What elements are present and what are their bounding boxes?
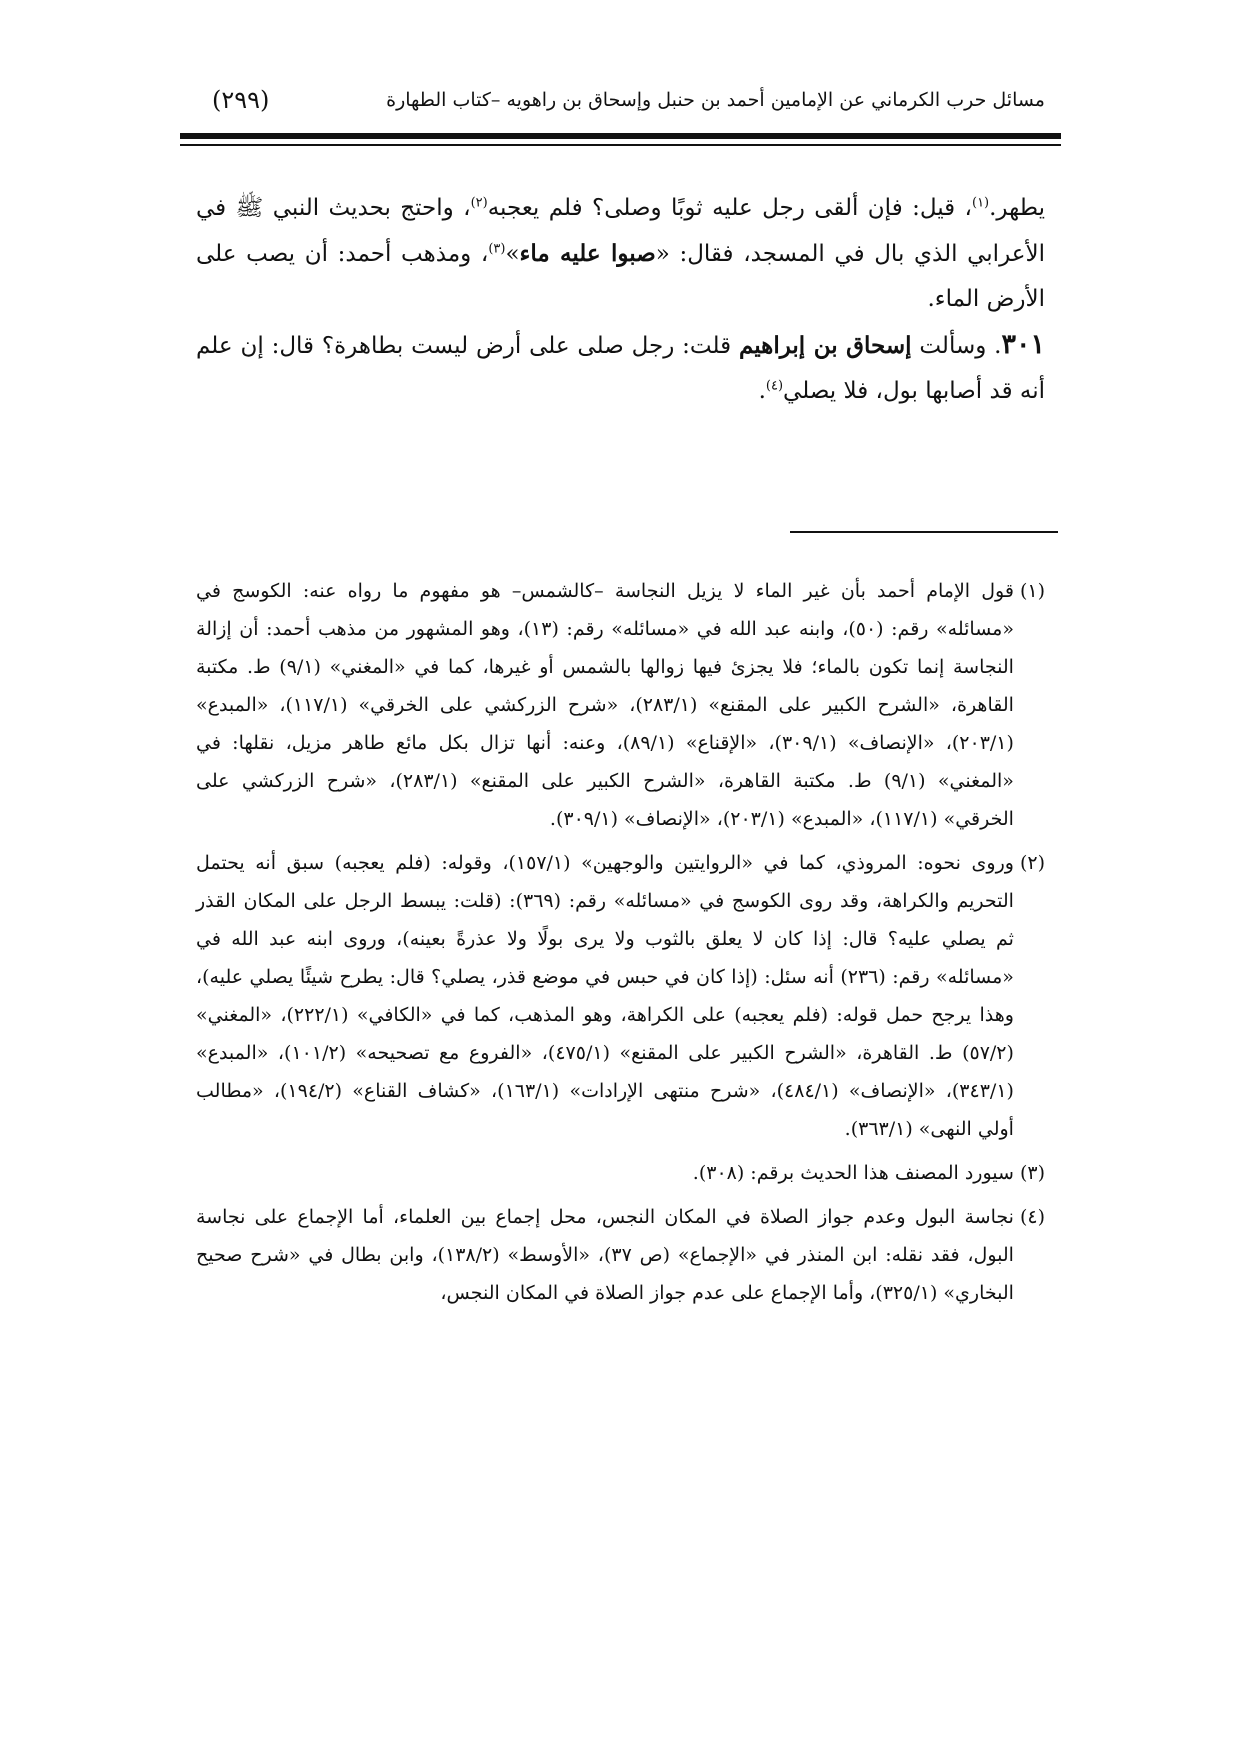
text-span: قلت: رجل صلى على أرض ليست بطاهرة؟ قال: إن علم أنه قد أصابها بول، فلا يصلي [196, 333, 1045, 404]
text-span: . وسألت [911, 333, 1002, 359]
header-rule-thick [180, 133, 1061, 139]
footnote-text: سيورد المصنف هذا الحديث برقم: (٣٠٨). [692, 1162, 1014, 1184]
issue-number: ٣٠١ [1001, 329, 1045, 360]
footnote-2 [196, 844, 1045, 1148]
footnote-ref-4[interactable]: (٤) [765, 378, 784, 394]
footnotes-section [196, 572, 1045, 1318]
footnote-ref-1[interactable]: (١) [971, 195, 990, 211]
paragraph-1 [196, 186, 1045, 322]
footnote-ref-3[interactable]: (٣) [488, 241, 506, 257]
footnote-text: نجاسة البول وعدم جواز الصلاة في المكان النجس، محل إجماع بين العلماء، أما الإجماع على نجاسة البول، فقد نقله: ابن المنذر في «الإجماع» (ص ٣٧)، «الأوسط» (١٣٨/٢)، وابن بطال في «شرح صحيح البخاري» (٣٢٥/١)، وأما الإجماع على عدم جواز الصلاة في المكان النجس، [196, 1206, 1014, 1304]
text-span: » [505, 241, 520, 267]
footnote-separator [790, 531, 1058, 533]
header-rule-thin [180, 144, 1061, 146]
narrator-name: إسحاق بن إبراهيم [738, 332, 912, 359]
page-number: (٢٩٩) [212, 86, 270, 114]
footnote-number: (٢) [1019, 852, 1045, 874]
footnote-text: وروى نحوه: المروذي، كما في «الروايتين والوجهين» (١٥٧/١)، وقوله: (فلم يعجبه) سبق أنه يحتمل التحريم والكراهة، وقد روى الكوسج في «مسائله» رقم: (٣٦٩): (قلت: يبسط الرجل على المكان القذر ثم يصلي عليه؟ قال: إذا كان لا يعلق بالثوب ولا يرى بولًا ولا عذرةً بعينه)، وروى ابنه عبد الله في «مسائله» رقم: (٢٣٦) أنه سئل: (إذا كان في حبس في موضع قذر، يصلي؟ قال: يطرح شيئًا يصلي عليه)، وهذا يرجح حمل قوله: (فلم يعجبه) على الكراهة، وهو المذهب، كما في «الكافي» (٢٢٢/١)، «المغني» (٥٧/٢) ط. القاهرة، «الشرح الكبير على المقنع» (٤٧٥/١)، «الفروع مع تصحيحه» (١٠١/٢)، «المبدع» (٣٤٣/١)، «الإنصاف» (٤٨٤/١)، «شرح منتهى الإرادات» (١٦٣/١)، «كشاف القناع» (١٩٤/٢)، «مطالب أولي النهى» (٣٦٣/١). [196, 852, 1014, 1140]
running-header [212, 80, 1045, 120]
footnote-ref-2[interactable]: (٢) [470, 195, 488, 211]
hadith-quote: صبوا عليه ماء [519, 240, 656, 267]
text-span: يطهر. [989, 195, 1045, 221]
footnote-1 [196, 572, 1045, 838]
header-title: مسائل حرب الكرماني عن الإمامين أحمد بن حنبل وإسحاق بن راهويه –كتاب الطهارة [386, 89, 1045, 111]
paragraph-2 [196, 322, 1045, 414]
footnote-number: (٤) [1019, 1206, 1045, 1228]
footnote-number: (٣) [1019, 1162, 1045, 1184]
footnote-3 [196, 1154, 1045, 1192]
footnote-text: قول الإمام أحمد بأن غير الماء لا يزيل النجاسة –كالشمس– هو مفهوم ما رواه عنه: الكوسج في «مسائله» رقم: (٥٠)، وابنه عبد الله في «مسائله» رقم: (١٣)، وهو المشهور من مذهب أحمد: أن إزالة النجاسة إنما تكون بالماء؛ فلا يجزئ فيها زوالها بالشمس أو غيرها، كما في «المغني» (٩/١) ط. مكتبة القاهرة، «الشرح الكبير على المقنع» (٢٨٣/١)، «شرح الزركشي على الخرقي» (١١٧/١)، «المبدع» (٢٠٣/١)، «الإنصاف» (٣٠٩/١)، «الإقناع» (٨٩/١)، وعنه: أنها تزال بكل مائع طاهر مزيل، نقلها: في «المغني» (٩/١) ط. مكتبة القاهرة، «الشرح الكبير على المقنع» (٢٨٣/١)، «شرح الزركشي على الخرقي» (١١٧/١)، «المبدع» (٢٠٣/١)، «الإنصاف» (٣٠٩/١). [196, 580, 1014, 830]
text-span: . [758, 378, 766, 404]
main-text [196, 186, 1045, 414]
footnote-number: (١) [1019, 580, 1045, 602]
text-span: ، واحتج بحديث النبي ﷺ في الأعرابي الذي بال في المسجد، فقال: « [196, 195, 1045, 267]
text-span: ، ومذهب أحمد: أن يصب على الأرض الماء. [196, 241, 1045, 312]
text-span: ، قيل: فإن ألقى رجل عليه ثوبًا وصلى؟ فلم يعجبه [487, 195, 972, 221]
footnote-4 [196, 1198, 1045, 1312]
